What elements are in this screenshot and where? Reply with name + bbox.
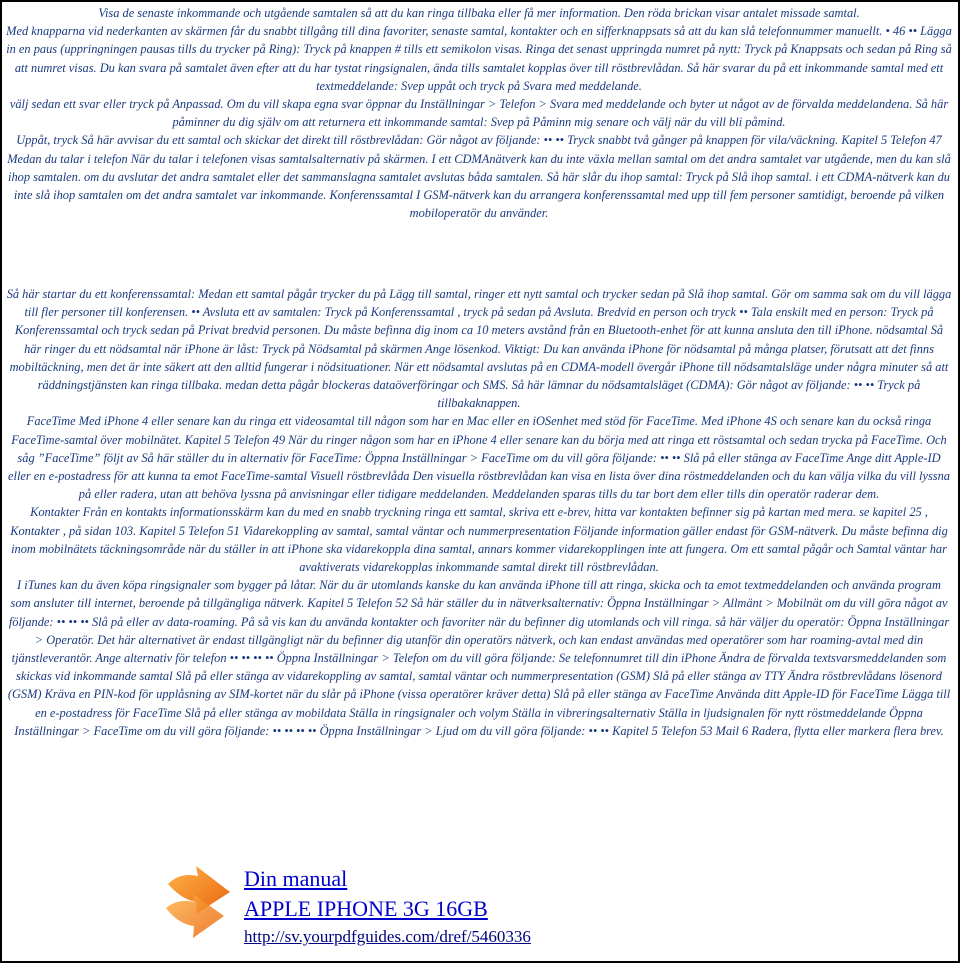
url-link[interactable]: http://sv.yourpdfguides.com/dref/5460336 [244,927,531,946]
paragraph: Visa de senaste inkommande och utgående samtalen så att du kan ringa tillbaka eller få mer information. Den röda brickan visar antalet missade samtal. [98,6,860,20]
footer-links [244,864,531,950]
paragraph: I iTunes kan du även köpa ringsignaler som bygger på låtar. När du är utomlands kanske du kan använda iPhone till att ringa, skicka och ta emot textmeddelanden och använda program som ansluter till internet, beroende på tillgängliga nätverk. Kapitel 5 Telefon 52 Så här ställer du in nätverksalternativ: Öppna Inställningar > Allmänt > Mobilnät om du vill göra något av följande: •• •• •• Slå på eller av data-roaming. På så vis kan du använda kontakter och favoriter när du befinner dig utomlands och vill ringa. så här väljer du operatör: Öppna Inställningar > Operatör. Det här alternativet är endast tillgängligt när du befinner dig utanför din operatörs nätverk, och kan endast användas med operatörer som har roaming-avtal med din tjänstleverantör. Ange alternativ för telefon •• •• •• •• Öppna Inställningar > Telefon om du vill göra följande: Se telefonnumret till din iPhone Ändra de förvalda textsvarsmeddelanden som skickas vid inkommande samtal Slå på eller stänga av vidarekoppling av samtal, samtal väntar och nummerpresentation (GSM) Slå på eller stänga av TTY Ändra röstbrevlådans lösenord (GSM) Kräva en PIN-kod för upplåsning av SIM-kortet när du slår på iPhone (vissa operatörer kräver detta) Slå på eller stänga av FaceTime Använda ditt Apple-ID för FaceTime Lägga till en e-postadress för FaceTime Slå på eller stänga av mobildata Ställa in ringsignaler och volym Ställa in vibreringsalternativ Ställa in ljudsignalen för nytt röstmeddelande Öppna Inställningar > FaceTime om du vill göra följande: •• •• •• •• Öppna Inställningar > Ljud om du vill göra följande: •• •• Kapitel 5 Telefon 53 Mail 6 Radera, flytta eller markera flera brev. [7,578,951,738]
manual-footer [160,862,920,957]
paragraph: välj sedan ett svar eller tryck på Anpassad. Om du vill skapa egna svar öppnar du Inställningar > Telefon > Svara med meddelande och byter ut något av de förvalda meddelandena. Så här påminner du dig själv om att returnera ett inkommande samtal: Svep på Påminn mig senare och välj när du vill bli påmind. [9,97,949,130]
paragraph: Med knapparna vid nederkanten av skärmen får du snabbt tillgång till dina favoriter, senaste samtal, kontakter och en sifferknappsats så att du kan slå telefonnummer manuellt. • 46 •• Lägga in en paus (uppringningen pausas tills du trycker på Ring): Tryck på knappen # tills ett semikolon visas. Ringa det senast uppringda numret på nytt: Tryck på Knappsats och sedan på Ring så att numret visas. Du kan svara på samtalet även efter att du har tystat ringsignalen, ända tills samtalet kopplas över till röstbrevlådan. Så här svarar du på ett inkommande samtal med ett textmeddelande: Svep uppåt och tryck på Svara med meddelande. [6,24,952,93]
manual-link[interactable]: Din manual [244,866,348,891]
text-block-top [6,4,952,222]
text-block-bottom [6,285,952,740]
left-border [0,0,2,963]
paragraph: Så här startar du ett konferenssamtal: Medan ett samtal pågår trycker du på Lägg till samtal, ringer ett nytt samtal och trycker sedan på Slå ihop samtal. Gör om samma sak om du vill lägga till fler personer till konferensen. •• Avsluta ett av samtalen: Tryck på Konferenssamtal , tryck på sedan på Avsluta. Bredvid en person och tryck •• Tala enskilt med en person: Tryck på Konferenssamtal och tryck sedan på Privat bredvid personen. Du måste befinna dig inom ca 10 meters avstånd från en Bluetooth-enhet för att kunna ansluta den till iPhone. nödsamtal Så här ringer du ett nödsamtal när iPhone är låst: Tryck på Nödsamtal på skärmen Ange lösenkod. Viktigt: Du kan använda iPhone för nödsamtal på många platser, förutsatt att det finns mobiltäckning, men det är inte säkert att den alltid fungerar i nödsituationer. När ett nödsamtal avslutas på en CDMA-modell övergår iPhone till nödsamtalsläge under några minuter så att räddningstjänsten kan ringa tillbaka. medan detta pågår blockeras dataöverföringar och SMS. Så här lämnar du nödsamtalsläget (CDMA): Gör något av följande: •• •• Tryck på tillbakaknappen. [6,287,952,411]
paragraph: Kontakter Från en kontakts informationsskärm kan du med en snabb tryckning ringa ett samtal, skriva ett e-brev, hitta var kontakten befinner sig på kartan med mera. se kapitel 25 , Kontakter , på sidan 103. Kapitel 5 Telefon 51 Vidarekoppling av samtal, samtal väntar och nummerpresentation Följande information gäller endast för GSM-nätverk. Du måste befinna dig inom mobilnätets täckningsområde när du ställer in att iPhone ska vidarekoppla dina samtal, annars kommer vidarekopplingen inte att fungera. Om ett samtal pågår och Samtal väntar har avaktiverats vidarekopplas inkommande samtal direkt till röstbrevlådan. [10,505,948,575]
top-border [0,0,960,2]
paragraph: FaceTime Med iPhone 4 eller senare kan du ringa ett videosamtal till någon som har en Mac eller en iOSenhet med stöd för FaceTime. Med iPhone 4S och senare kan du också ringa FaceTime-samtal över mobilnätet. Kapitel 5 Telefon 49 När du ringer någon som har en iPhone 4 eller senare kan du börja med att ringa ett röstsamtal och sedan trycka på FaceTime. Och såg ”FaceTime” följt av Så här ställer du in alternativ för FaceTime: Öppna Inställningar > FaceTime om du vill göra följande: •• •• Slå på eller stänga av FaceTime Ange ditt Apple-ID eller en e-postadress för att kunna ta emot FaceTime-samtal Visuell röstbrevlåda Den visuella röstbrevlådan kan visa en lista över dina röstmeddelanden och du kan välja vilka du vill lyssna på eller radera, utan att behöva lyssna på anvisningar eller tidigare meddelanden. Meddelanden sparas tills du tar bort dem eller tills din operatör raderar dem. [8,414,950,502]
orange-arrow-icon [160,862,240,942]
product-link[interactable]: APPLE IPHONE 3G 16GB [244,896,488,921]
paragraph: Uppåt, tryck Så här avvisar du ett samtal och skickar det direkt till röstbrevlådan: Gör något av följande: •• •• Tryck snabbt två gånger på knappen för vila/väckning. Kapitel 5 Telefon 47 Medan du talar i telefon När du talar i telefonen visas samtalsalternativ på skärmen. I ett CDMAnätverk kan du inte växla mellan samtal om det andra samtalet var utgående, men du kan slå ihop samtalen. om du avslutar det andra samtalet eller det sammanslagna samtalet avslutas båda samtalen. Så här slår du ihop samtal: Tryck på Slå ihop samtal. i ett CDMA-nätverk kan du inte slå ihop samtalen om det andra samtalet var inkommande. Konferenssamtal I GSM-nätverk kan du arrangera konferenssamtal med upp till fem personer samtidigt, beroende på vilken mobiloperatör du använder. [7,133,951,221]
